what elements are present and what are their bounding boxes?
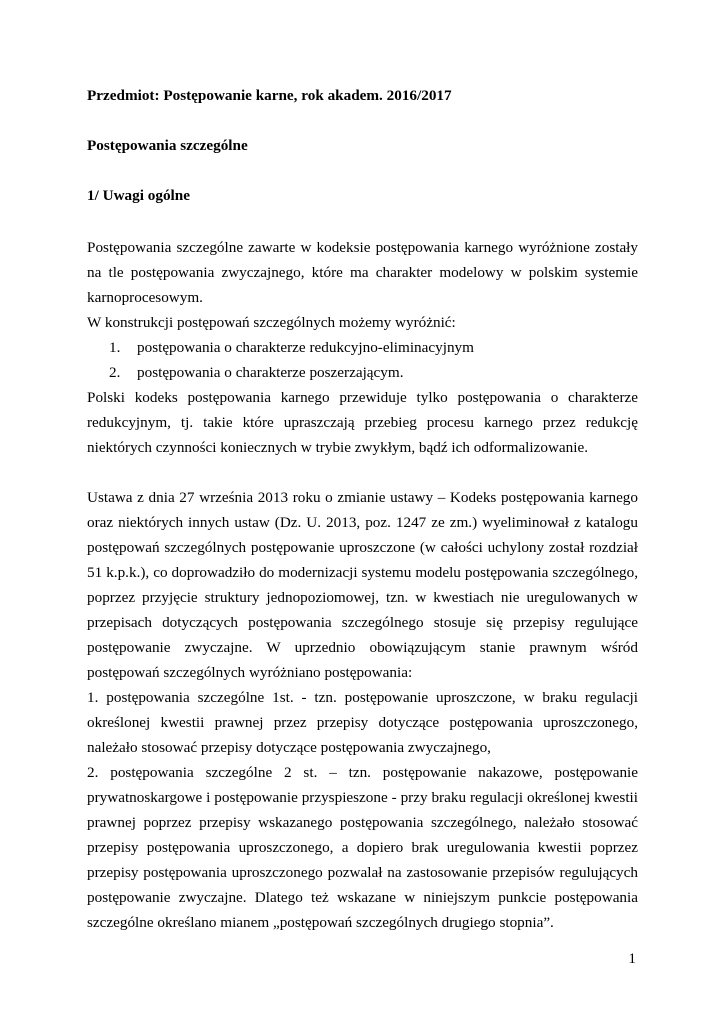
document-title: Postępowania szczególne	[87, 137, 248, 154]
construction-intro: W konstrukcji postępowań szczególnych możemy wyróżnić:	[87, 314, 456, 331]
intro-paragraph: Postępowania szczególne zawarte w kodeksie postępowania karnego wyróżnione zostały na tle postępowania zwyczajnego, które ma charakter modelowy w polskim systemie karnoprocesowym.	[87, 239, 638, 306]
list-item-number: 2.	[109, 364, 121, 381]
list-item	[87, 335, 638, 360]
section-heading: 1/ Uwagi ogólne	[87, 187, 190, 204]
general-remarks-block	[87, 235, 638, 460]
polish-code-paragraph: Polski kodeks postępowania karnego przewiduje tylko postępowania o charakterze redukcyjnym, tj. takie które upraszczają przebieg procesu karnego przez redukcję niektórych czynności koniecznych w trybie zwykłym, bądź ich odformalizowanie.	[87, 389, 638, 456]
list-item-text: postępowania o charakterze poszerzającym.	[137, 364, 404, 381]
amendment-paragraph: Ustawa z dnia 27 września 2013 roku o zmianie ustawy – Kodeks postępowania karnego oraz niektórych innych ustaw (Dz. U. 2013, poz. 1247 ze zm.) wyeliminował z katalogu postępowań szczególnych postępowanie uproszczone (w całości uchylony został rozdział 51 k.p.k.), co doprowadziło do modernizacji systemu modelu postępowania szczególnego, poprzez przyjęcie struktury jednopoziomowej, tzn. w kwestiach nie uregulowanych w przepisach dotyczących postępowania szczególnego stosuje się przepisy regulujące postępowanie zwyczajne. W uprzednio obowiązującym stanie prawnym wśród postępowań szczególnych wyróżniano postępowania:	[87, 489, 638, 681]
page-number: 1	[628, 950, 636, 967]
list-item-number: 1.	[109, 339, 121, 356]
list-item-text: postępowania o charakterze redukcyjno-eliminacyjnym	[137, 339, 474, 356]
degree-two-paragraph: 2. postępowania szczególne 2 st. – tzn. postępowanie nakazowe, postępowanie prywatnoskargowe i postępowanie przyspieszone - przy braku regulacji określonej kwestii prawnej poprzez przepisy wskazanego postępowania szczególnego, należało stosować przepisy postępowania uproszczonego, a dopiero brak uregulowania kwestii poprzez przepisy postępowania uproszczonego pozwalał na zastosowanie przepisów regulujących postępowanie zwyczajne. Dlatego też wskazane w niniejszym punkcie postępowania szczególne określano mianem „postępowań szczególnych drugiego stopnia”.	[87, 764, 638, 931]
list-item	[87, 360, 638, 385]
degree-one-paragraph: 1. postępowania szczególne 1st. - tzn. postępowanie uproszczone, w braku regulacji określonej kwestii prawnej przez przepisy dotyczące postępowania uproszczonego, należało stosować przepisy dotyczące postępowania zwyczajnego,	[87, 689, 638, 756]
subject-heading: Przedmiot: Postępowanie karne, rok akadem. 2016/2017	[87, 87, 452, 104]
amendment-block	[87, 485, 638, 935]
